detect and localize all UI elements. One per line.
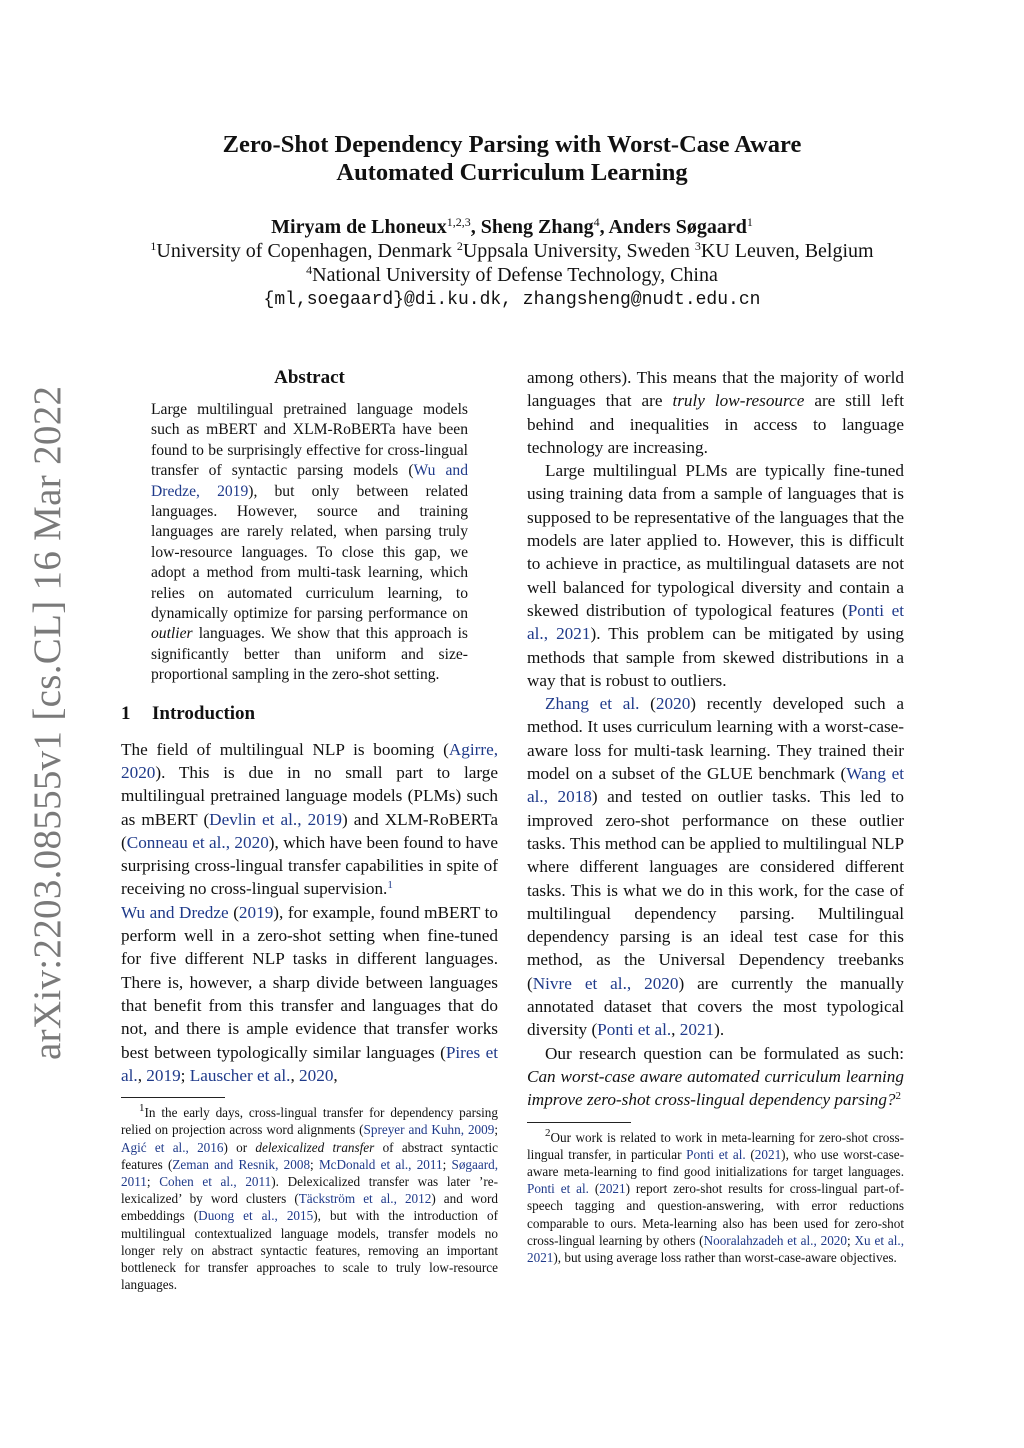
intro-text-4: ), which have been found to have surprising cross-lingual transfer capabilities in spite of receiving no cross-lingual supervision.: [121, 832, 498, 899]
r4-text-1: Our research question can be formulated as such:: [545, 1043, 904, 1063]
intro-text-5: (: [228, 902, 239, 922]
fn2-text-5: ) report zero-shot results for cross-lingual part-of-speech tagging and question-answering, with error reductions comparable to ours. Meta-learning also has been used for zero-shot cross-lingual learning by others (: [527, 1181, 904, 1248]
citation-link[interactable]: Agić et al., 2016: [121, 1139, 224, 1155]
fn1-text-8: ). Delexicalized transfer was later ’re-lexicalized’ by word clusters (: [121, 1173, 498, 1207]
citation-link[interactable]: Nivre et al., 2020: [532, 973, 679, 993]
fn1-text-10: ), but with the introduction of multilingual contextualized language models, transfer models no longer rely on abstract syntactic features, removing an important bottleneck for transfer approaches to scale to truly low-resource languages.: [121, 1208, 498, 1293]
citation-link[interactable]: 2020: [299, 1065, 334, 1085]
citation-link[interactable]: Täckström et al., 2012: [298, 1191, 432, 1207]
citation-link[interactable]: Nooralahzadeh et al., 2020: [703, 1232, 847, 1248]
footnote-2: [527, 1126, 904, 1267]
affiliations-line-1: [120, 239, 904, 263]
arxiv-identifier: arXiv:2203.08555v1 [cs.CL] 16 Mar 2022: [26, 385, 69, 1060]
footnote-1-link[interactable]: 1: [387, 879, 393, 892]
citation-link[interactable]: 2021: [754, 1146, 782, 1162]
citation-link[interactable]: 2021: [599, 1181, 626, 1197]
citation-link[interactable]: Spreyer and Kuhn, 2009: [363, 1122, 495, 1138]
abstract-text: [151, 400, 468, 686]
affil-3: KU Leuven, Belgium: [700, 240, 874, 262]
fn2-text-7: ), but using average loss rather than worst-case-aware objectives.: [553, 1249, 897, 1265]
paper-title: [150, 131, 874, 187]
citation-link[interactable]: Wang et al., 2018: [527, 764, 904, 807]
left-column: [121, 366, 498, 1293]
affil-4: National University of Defense Technology, China: [312, 264, 718, 286]
citation-link[interactable]: Ponti et al.: [597, 1020, 672, 1040]
abstract-heading: Abstract: [274, 367, 345, 388]
fn1-text-7: ;: [146, 1173, 160, 1189]
right-paragraph-4: [527, 1042, 904, 1112]
citation-link[interactable]: Pires et al.: [121, 1042, 499, 1085]
fn2-text-1: Our work is related to work in meta-learning for zero-shot cross-lingual transfer, in particular: [527, 1129, 904, 1162]
fn2-text-6: ;: [847, 1232, 855, 1248]
affil-mark-1: 1: [150, 239, 157, 253]
author-block: [120, 215, 904, 312]
affil-mark-4: 4: [306, 263, 313, 277]
author-2-affil: 4: [593, 215, 600, 229]
intro-text-9: ,: [290, 1065, 300, 1085]
citation-link[interactable]: 2019: [146, 1065, 181, 1085]
r3-text-4: ) are currently the manually annotated dataset that covers the most typological diversity (: [527, 973, 904, 1040]
intro-text-3: ) and XLM-RoBERTa (: [121, 809, 498, 852]
fn1-text-5: ;: [310, 1156, 319, 1172]
citation-link[interactable]: Devlin et al., 2019: [209, 809, 342, 829]
author-1: Miryam de Lhoneux: [271, 216, 447, 238]
affil-2: Uppsala University, Sweden: [462, 240, 695, 262]
author-3-affil: 1: [746, 215, 753, 229]
affiliations-line-2: [120, 263, 904, 287]
citation-link[interactable]: McDonald et al., 2011: [318, 1156, 443, 1172]
citation-link[interactable]: Ponti et al., 2021: [527, 600, 905, 644]
right-paragraph-1: [527, 366, 904, 459]
fn1-text-6: ;: [442, 1156, 452, 1172]
r1-text-1: among others). This means that the majority of world languages that are: [527, 368, 904, 411]
title-line-1: Zero-Shot Dependency Parsing with Worst-Case Aware: [222, 131, 802, 158]
author-3: , Anders Søgaard: [599, 216, 747, 238]
affil-mark-3: 3: [694, 239, 701, 253]
citation-link[interactable]: 2021: [679, 1020, 715, 1040]
citation-link[interactable]: Conneau et al., 2020: [126, 832, 269, 852]
citation-link[interactable]: Ponti et al.: [686, 1146, 746, 1162]
citation-link[interactable]: 2020: [655, 694, 691, 714]
footnote-2-mark: 2: [545, 1126, 551, 1139]
author-2: , Sheng Zhang: [470, 216, 594, 238]
fn1-text-2: ;: [494, 1122, 498, 1138]
fn2-text-4: (: [588, 1181, 600, 1197]
r3-text-6: ).: [714, 1020, 725, 1040]
fn1-emphasis: delexicalized transfer: [255, 1139, 375, 1155]
citation-link[interactable]: Wu and Dredze, 2019: [151, 462, 468, 500]
footnote-1: [121, 1104, 498, 1293]
right-column: [527, 366, 904, 1266]
affil-1: University of Copenhagen, Denmark: [156, 240, 457, 262]
citation-link[interactable]: Wu and Dredze: [121, 902, 229, 922]
author-emails: {ml,soegaard}@di.ku.dk, zhangsheng@nudt.edu.cn: [263, 290, 761, 310]
r2-text-2: ). This problem can be mitigated by using methods that sample from skewed distributions in a way that is robust to outliers.: [527, 624, 905, 690]
author-1-affil: 1,2,3: [446, 215, 471, 229]
abstract-text-2: ), but only between related languages. However, source and training languages are rarely related, when parsing truly low-resource languages. To close this gap, we adopt a method from multi-task learning, which relies on automated curriculum learning, to dynamically optimize for parsing performance on: [151, 482, 468, 623]
r2-text-1: Large multilingual PLMs are typically fine-tuned using training data from a sample of languages that is supposed to be representative of the languages that the models are later applied to. However, this is difficult to achieve in practice, as multilingual datasets are not well balanced for typological diversity and contain a skewed distribution of typological features (: [527, 461, 904, 620]
section-heading-introduction: [121, 702, 498, 726]
intro-text-7: ,: [137, 1065, 147, 1085]
citation-link[interactable]: Zhang et al.: [545, 694, 640, 714]
section-title: Introduction: [152, 702, 256, 724]
abstract-emphasis: outlier: [151, 625, 193, 643]
intro-text-6: ), for example, found mBERT to perform well in a zero-shot setting when fine-tuned for five different NLP tasks in different languages. There is, however, a sharp divide between languages that benefit from this transfer and languages that do not, and there is ample evidence that transfer works best between typologically similar languages (: [121, 902, 498, 1062]
intro-text-1: The field of multilingual NLP is booming (: [121, 739, 449, 759]
intro-text-8: ;: [180, 1065, 190, 1085]
r3-text-1: (: [639, 694, 656, 714]
right-paragraph-2: [527, 459, 904, 692]
citation-link[interactable]: Søgaard, 2011: [121, 1156, 498, 1189]
title-line-2: Automated Curriculum Learning: [336, 159, 688, 186]
citation-link[interactable]: Xu et al., 2021: [527, 1232, 904, 1265]
footnote-divider: [121, 1097, 225, 1098]
research-question: Can worst-case aware automated curriculum learning improve zero-shot cross-lingual dependency parsing?: [527, 1066, 904, 1110]
citation-link[interactable]: Cohen et al., 2011: [159, 1173, 272, 1189]
citation-link[interactable]: Duong et al., 2015: [198, 1208, 314, 1224]
abstract-text-1: Large multilingual pretrained language models such as mBERT and XLM-RoBERTa have been found to be surprisingly effective for cross-lingual transfer of syntactic parsing models (: [151, 401, 468, 480]
fn1-text-3: ) or: [223, 1139, 256, 1155]
intro-paragraph: [121, 738, 498, 1087]
fn1-text-4: of abstract syntactic features (: [121, 1139, 498, 1172]
citation-link[interactable]: Lauscher et al.: [189, 1065, 291, 1085]
citation-link[interactable]: Zeman and Resnik, 2008: [172, 1156, 311, 1172]
citation-link[interactable]: 2019: [238, 902, 274, 922]
r3-text-5: ,: [671, 1020, 680, 1040]
fn1-text-1: In the early days, cross-lingual transfer for dependency parsing relied on projection across word alignments (: [121, 1105, 498, 1138]
r3-text-2: ) recently developed such a method. It uses curriculum learning with a worst-case-aware loss for multi-task learning. They trained their model on a subset of the GLUE benchmark (: [527, 694, 904, 784]
intro-text-10: ,: [333, 1065, 338, 1085]
r1-text-2: are still left behind and inequalities in access to language technology are increasing.: [527, 391, 904, 457]
author-names: [120, 215, 904, 239]
fn1-text-9: ) and word embeddings (: [121, 1191, 498, 1224]
fn2-text-3: ), who use worst-case-aware meta-learning to find good initializations for target languages.: [527, 1146, 904, 1179]
right-paragraph-3: [527, 692, 904, 1041]
fn2-text-2: (: [745, 1146, 755, 1162]
section-number: 1: [121, 702, 131, 724]
footnote-1-mark: 1: [139, 1102, 145, 1115]
abstract-text-3: languages. We show that this approach is significantly better than uniform and size-proportional sampling in the zero-shot setting.: [151, 625, 468, 684]
r1-emphasis: truly low-resource: [672, 391, 805, 411]
citation-link[interactable]: Agirre, 2020: [121, 739, 498, 782]
r3-text-3: ) and tested on outlier tasks. This led to improved zero-shot performance on these outlier tasks. This method can be applied to multilingual NLP where different languages are considered different tasks. This is what we do in this work, for the case of multilingual dependency parsing. Multilingual dependency parsing is an ideal test case for this method, as the Universal Dependency treebanks (: [527, 787, 904, 993]
footnote-2-link[interactable]: 2: [895, 1090, 902, 1103]
footnote-divider: [527, 1122, 631, 1123]
affil-mark-2: 2: [456, 239, 463, 253]
intro-text-2: ). This is due in no small part to large multilingual pretrained language models (PLMs) such as mBERT (: [121, 762, 498, 829]
citation-link[interactable]: Ponti et al.: [527, 1181, 589, 1197]
